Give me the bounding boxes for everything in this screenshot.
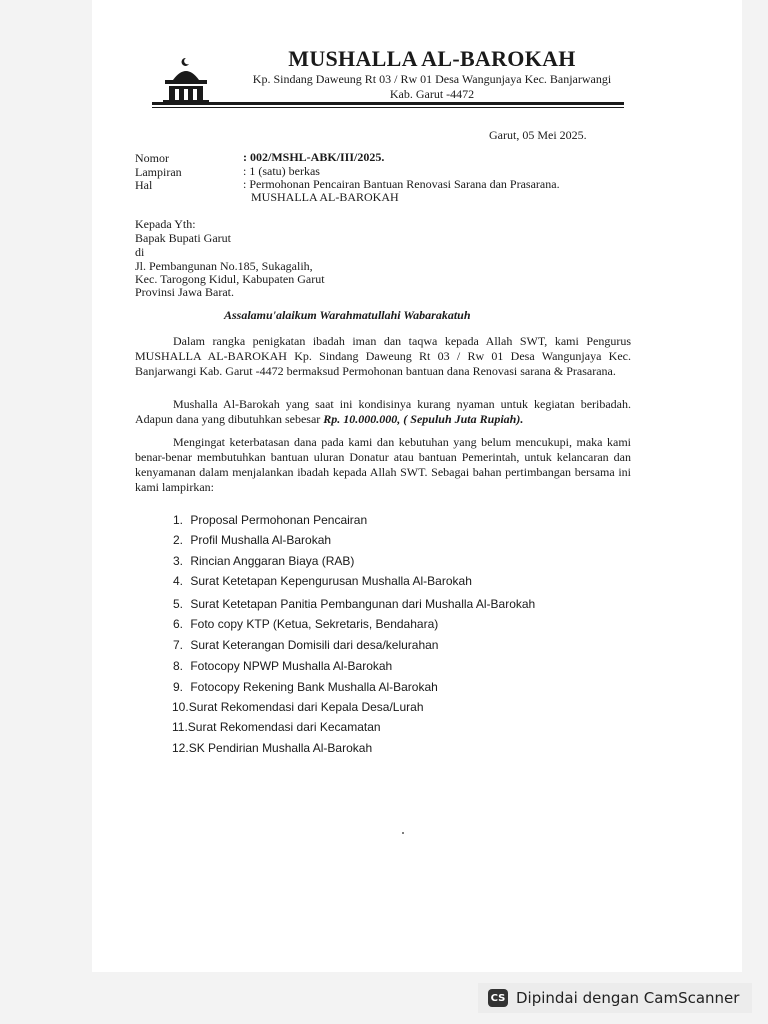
list-item: 3. Rincian Anggaran Biaya (RAB) — [173, 554, 355, 568]
list-item: 7. Surat Keterangan Domisili dari desa/kelurahan — [173, 638, 439, 652]
letterhead-divider-thin — [152, 107, 624, 108]
scan-speck — [402, 832, 404, 834]
address-line: Kab. Garut -4472 — [389, 87, 475, 101]
list-item: 1. Proposal Permohonan Pencairan — [173, 513, 368, 527]
hal-value-line2: MUSHALLA AL-BAROKAH — [251, 190, 399, 204]
body-text: Mushalla Al-Barokah yang saat ini kondisinya kurang nyaman untuk kegiatan beribadah. Adapun dana yang dibutuhkan sebesar — [135, 397, 631, 426]
list-item: 2. Profil Mushalla Al-Barokah — [173, 533, 332, 547]
recipient-salutation: Kepada Yth: — [135, 217, 196, 231]
letterhead-address — [232, 72, 632, 102]
list-item: 5. Surat Ketetapan Panitia Pembangunan dari Mushalla Al-Barokah — [173, 597, 536, 611]
address-line: Kp. Sindang Daweung Rt 03 / Rw 01 Desa Wangunjaya Kec. Banjarwangi — [252, 72, 612, 86]
body-text: Dalam rangka penigkatan ibadah iman dan taqwa kepada Allah SWT, kami Pengurus MUSHALLA AL-BAROKAH Kp. Sindang Daweung Rt 03 / Rw 01 Desa Wangunjaya Kec. Banjarwangi Kab. Garut -4472 bermaksud Permohonan bantuan dana Renovasi sarana & Prasarana. — [135, 334, 631, 378]
hal-value: : Permohonan Pencairan Bantuan Renovasi Sarana dan Prasarana. — [243, 177, 560, 191]
letter-date: Garut, 05 Mei 2025. — [489, 128, 587, 142]
nomor-label: Nomor — [135, 151, 169, 165]
lampiran-label: Lampiran — [135, 165, 182, 179]
recipient-di: di — [135, 245, 145, 259]
body-text: Mengingat keterbatasan dana pada kami dan kebutuhan yang belum mencukupi, maka kami benar-benar membutuhkan bantuan uluran Donatur atau bantuan Pemerintah, untuk kelancaran dan kenyamanan dalam menjalankan ibadah kepada Allah SWT. Sebagai bahan pertimbangan bersama ini kami lampirkan: — [135, 435, 631, 494]
list-item: 12.SK Pendirian Mushalla Al-Barokah — [172, 741, 373, 755]
letterhead-title: MUSHALLA AL-BAROKAH — [288, 46, 576, 71]
list-item: 9. Fotocopy Rekening Bank Mushalla Al-Barokah — [173, 680, 438, 694]
list-item: 6. Foto copy KTP (Ketua, Sekretaris, Bendahara) — [173, 617, 439, 631]
mosque-icon — [163, 58, 209, 102]
list-item: 11.Surat Rekomendasi dari Kecamatan — [172, 720, 381, 734]
body-paragraph-1 — [135, 334, 631, 379]
body-paragraph-3 — [135, 435, 631, 495]
lampiran-value: : 1 (satu) berkas — [243, 164, 320, 178]
requested-amount: Rp. 10.000.000, ( Sepuluh Juta Rupiah). — [323, 412, 524, 426]
list-item: 8. Fotocopy NPWP Mushalla Al-Barokah — [173, 659, 393, 673]
greeting: Assalamu'alaikum Warahmatullahi Wabarakatuh — [224, 308, 471, 322]
recipient-province: Provinsi Jawa Barat. — [135, 285, 234, 299]
scanner-label: Dipindai dengan CamScanner — [516, 989, 740, 1007]
letterhead-divider — [152, 102, 624, 105]
list-item: 10.Surat Rekomendasi dari Kepala Desa/Lurah — [172, 700, 424, 714]
list-item: 4. Surat Ketetapan Kepengurusan Mushalla Al-Barokah — [173, 574, 472, 588]
camscanner-logo-icon: CS — [488, 989, 508, 1007]
recipient-district: Kec. Tarogong Kidul, Kabupaten Garut — [135, 272, 325, 286]
recipient-name: Bapak Bupati Garut — [135, 231, 231, 245]
nomor-value: : 002/MSHL-ABK/III/2025. — [243, 150, 385, 164]
hal-label: Hal — [135, 178, 153, 192]
scanner-watermark — [478, 983, 752, 1013]
body-paragraph-2 — [135, 397, 631, 427]
recipient-street: Jl. Pembangunan No.185, Sukagalih, — [135, 259, 313, 273]
